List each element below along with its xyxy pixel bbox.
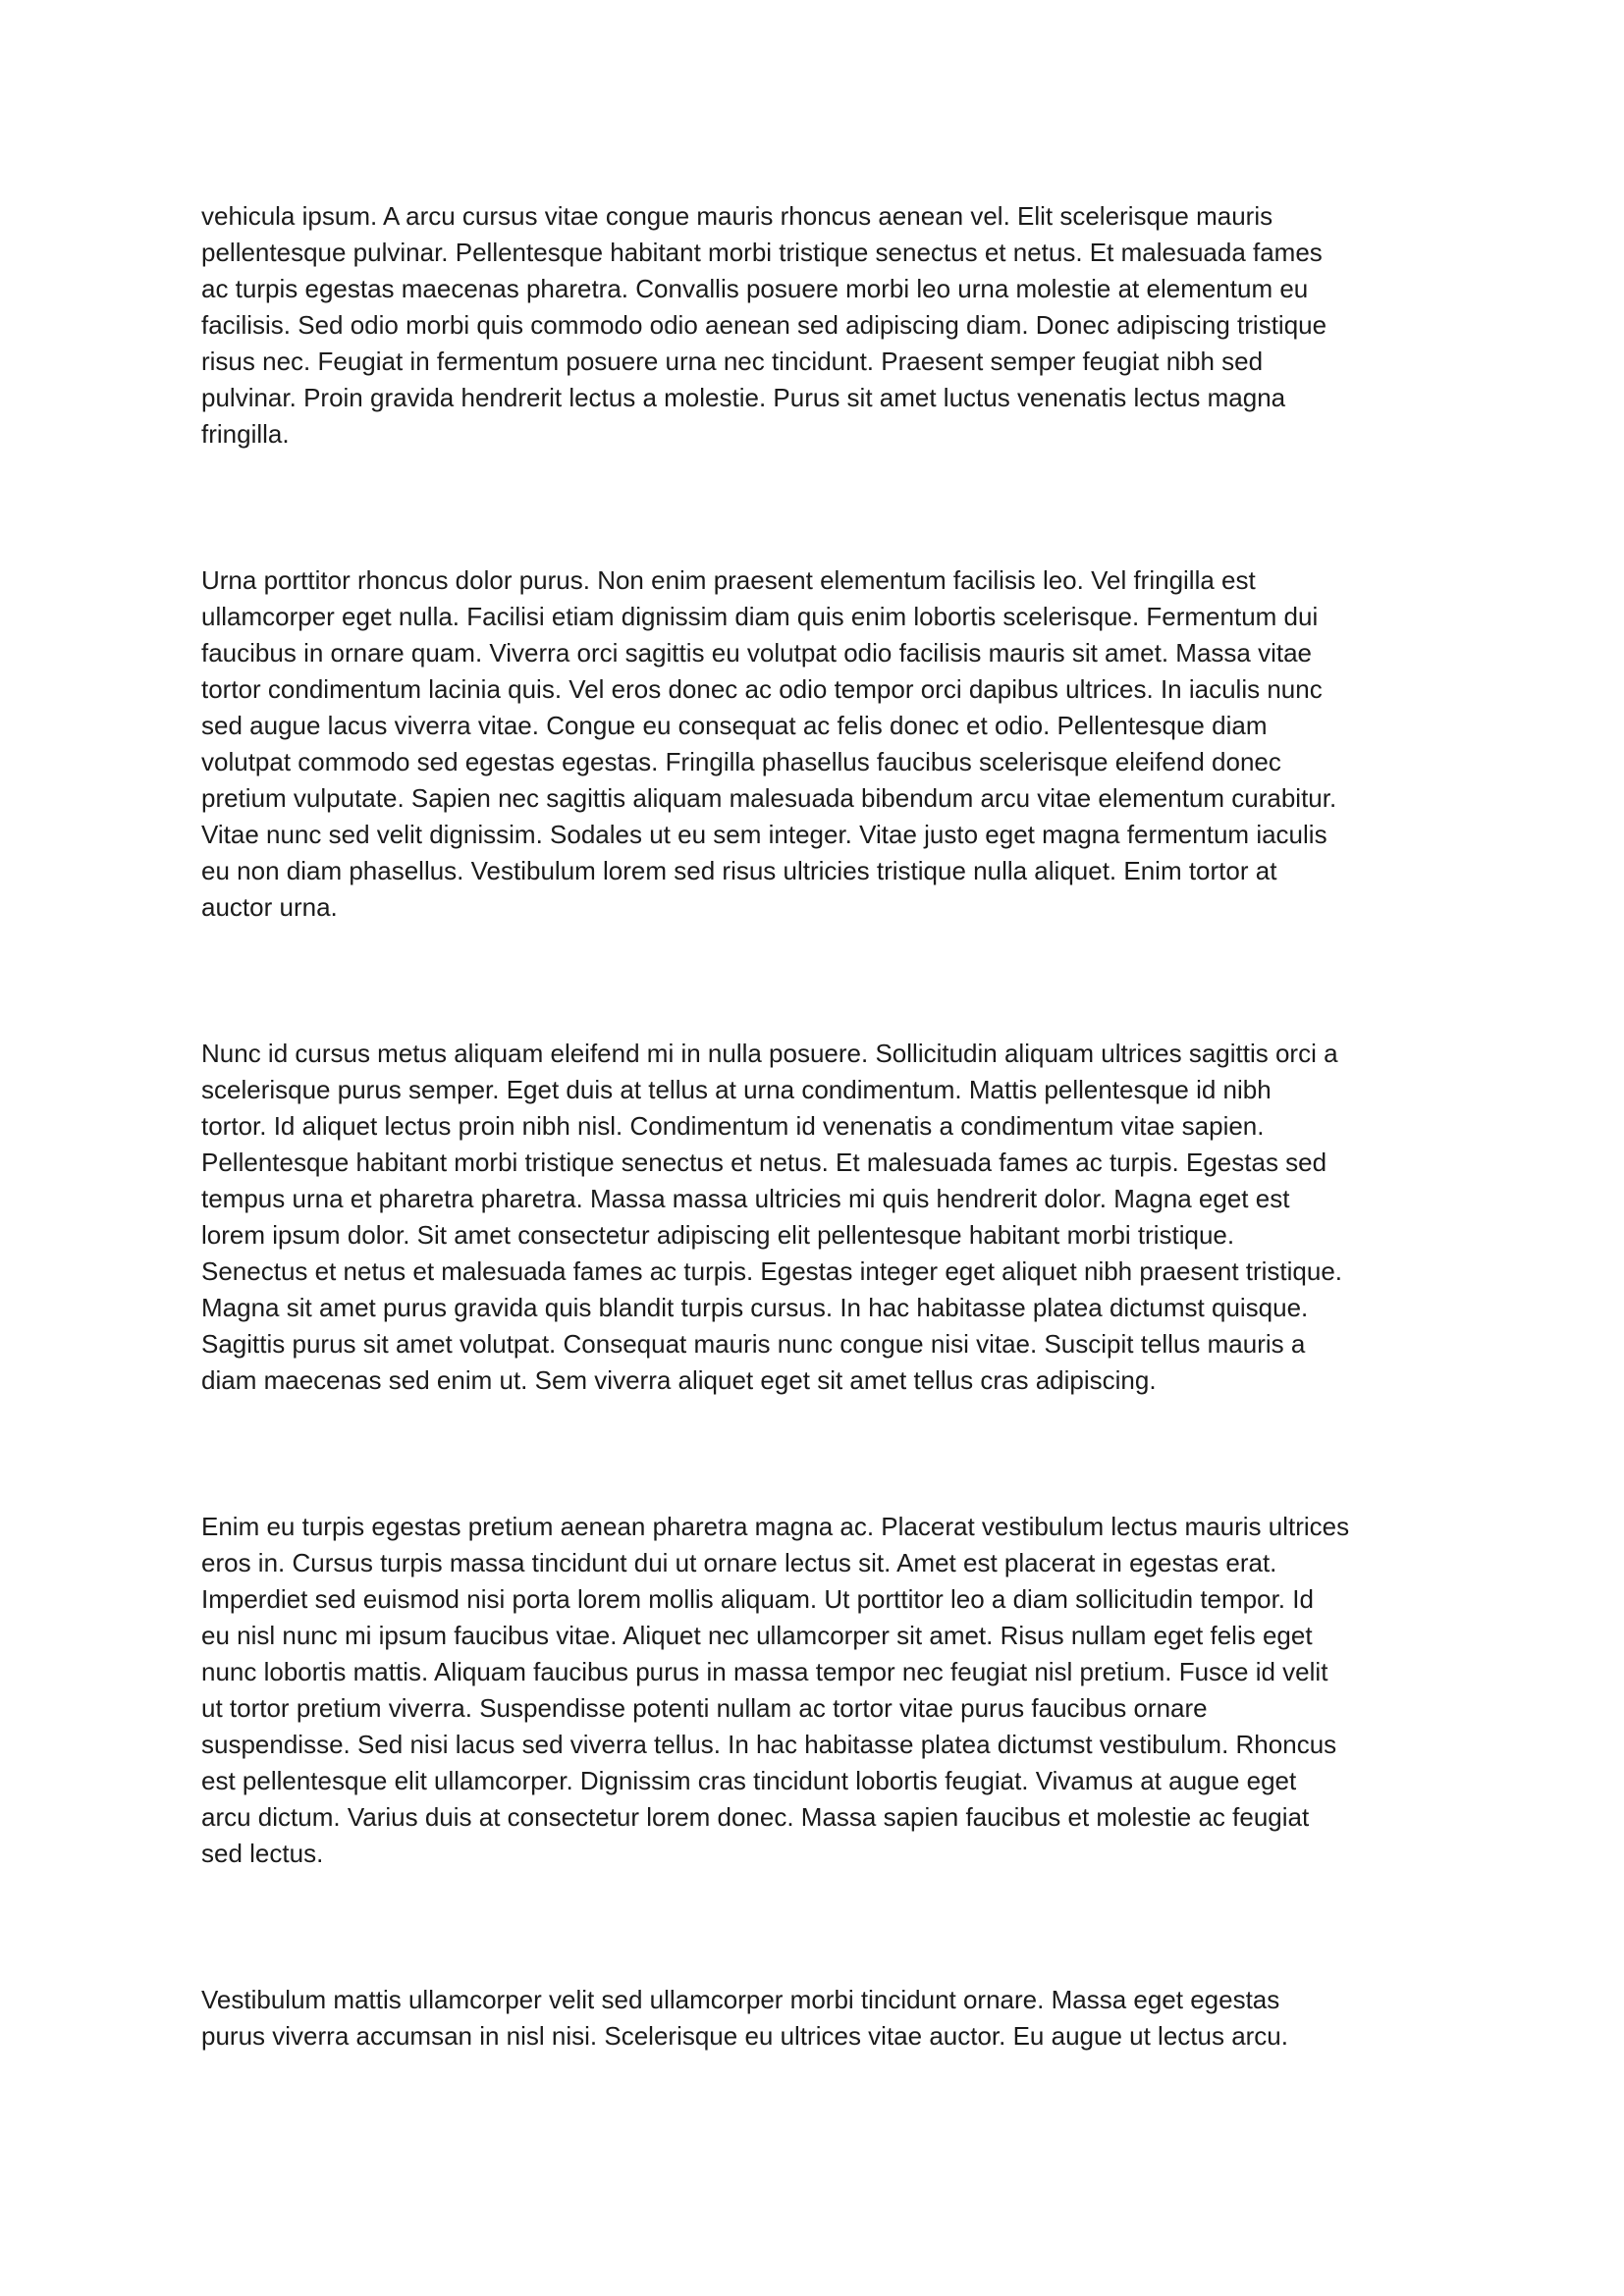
text-line: arcu dictum. Varius duis at consectetur lorem donec. Massa sapien faucibus et molestie ac feugiat bbox=[201, 1802, 1310, 1832]
text-line: Enim eu turpis egestas pretium aenean pharetra magna ac. Placerat vestibulum lectus mauris ultrices bbox=[201, 1512, 1350, 1541]
text-line: Vestibulum mattis ullamcorper velit sed ullamcorper morbi tincidunt ornare. Massa eget egestas bbox=[201, 1985, 1280, 2014]
text-line: eu non diam phasellus. Vestibulum lorem sed risus ultricies tristique nulla aliquet. Enim tortor at bbox=[201, 856, 1277, 885]
document-body bbox=[201, 198, 1429, 2055]
text-line: Urna porttitor rhoncus dolor purus. Non enim praesent elementum facilisis leo. Vel fringilla est bbox=[201, 565, 1256, 595]
paragraph bbox=[201, 198, 1429, 453]
text-line: Sagittis purus sit amet volutpat. Consequat mauris nunc congue nisi vitae. Suscipit tellus mauris a bbox=[201, 1329, 1306, 1359]
paragraph bbox=[201, 1509, 1429, 1872]
text-line: tortor condimentum lacinia quis. Vel eros donec ac odio tempor orci dapibus ultrices. In iaculis nunc bbox=[201, 674, 1323, 704]
text-line: auctor urna. bbox=[201, 892, 338, 922]
text-line: volutpat commodo sed egestas egestas. Fringilla phasellus faucibus scelerisque eleifend donec bbox=[201, 747, 1281, 776]
text-line: pellentesque pulvinar. Pellentesque habitant morbi tristique senectus et netus. Et malesuada fames bbox=[201, 238, 1323, 267]
text-line: est pellentesque elit ullamcorper. Dignissim cras tincidunt lobortis feugiat. Vivamus at augue eget bbox=[201, 1766, 1297, 1795]
paragraph bbox=[201, 1982, 1429, 2055]
text-line: ullamcorper eget nulla. Facilisi etiam dignissim diam quis enim lobortis scelerisque. Fermentum dui bbox=[201, 602, 1319, 631]
text-line: tortor. Id aliquet lectus proin nibh nisl. Condimentum id venenatis a condimentum vitae sapien. bbox=[201, 1111, 1265, 1141]
text-line: faucibus in ornare quam. Viverra orci sagittis eu volutpat odio facilisis mauris sit amet. Massa vitae bbox=[201, 638, 1313, 667]
text-line: vehicula ipsum. A arcu cursus vitae congue mauris rhoncus aenean vel. Elit scelerisque mauris bbox=[201, 201, 1273, 231]
text-line: suspendisse. Sed nisi lacus sed viverra tellus. In hac habitasse platea dictumst vestibulum. Rhoncus bbox=[201, 1730, 1337, 1759]
text-line: pretium vulputate. Sapien nec sagittis aliquam malesuada bibendum arcu vitae elementum curabitur. bbox=[201, 783, 1337, 813]
text-line: risus nec. Feugiat in fermentum posuere urna nec tincidunt. Praesent semper feugiat nibh sed bbox=[201, 347, 1264, 376]
text-line: tempus urna et pharetra pharetra. Massa massa ultricies mi quis hendrerit dolor. Magna eget est bbox=[201, 1184, 1290, 1213]
text-line: sed augue lacus viverra vitae. Congue eu consequat ac felis donec et odio. Pellentesque diam bbox=[201, 711, 1268, 740]
text-line: eu nisl nunc mi ipsum faucibus vitae. Aliquet nec ullamcorper sit amet. Risus nullam eget felis eget bbox=[201, 1621, 1313, 1650]
text-line: lorem ipsum dolor. Sit amet consectetur adipiscing elit pellentesque habitant morbi tristique. bbox=[201, 1220, 1235, 1250]
text-line: Pellentesque habitant morbi tristique senectus et netus. Et malesuada fames ac turpis. Egestas sed bbox=[201, 1148, 1327, 1177]
text-line: scelerisque purus semper. Eget duis at tellus at urna condimentum. Mattis pellentesque id nibh bbox=[201, 1075, 1272, 1104]
text-line: diam maecenas sed enim ut. Sem viverra aliquet eget sit amet tellus cras adipiscing. bbox=[201, 1365, 1157, 1395]
text-line: facilisis. Sed odio morbi quis commodo odio aenean sed adipiscing diam. Donec adipiscing tristique bbox=[201, 310, 1327, 340]
text-line: eros in. Cursus turpis massa tincidunt dui ut ornare lectus sit. Amet est placerat in egestas erat. bbox=[201, 1548, 1277, 1577]
text-line: Nunc id cursus metus aliquam eleifend mi in nulla posuere. Sollicitudin aliquam ultrices sagittis orci a bbox=[201, 1039, 1338, 1068]
text-line: sed lectus. bbox=[201, 1839, 324, 1868]
text-line: ac turpis egestas maecenas pharetra. Convallis posuere morbi leo urna molestie at elementum eu bbox=[201, 274, 1309, 303]
text-line: ut tortor pretium viverra. Suspendisse potenti nullam ac tortor vitae purus faucibus ornare bbox=[201, 1693, 1208, 1723]
text-line: Imperdiet sed euismod nisi porta lorem mollis aliquam. Ut porttitor leo a diam sollicitudin tempor. Id bbox=[201, 1584, 1314, 1614]
text-line: Senectus et netus et malesuada fames ac turpis. Egestas integer eget aliquet nibh praesent tristique. bbox=[201, 1256, 1343, 1286]
text-line: pulvinar. Proin gravida hendrerit lectus a molestie. Purus sit amet luctus venenatis lectus magna bbox=[201, 383, 1286, 412]
text-line: purus viverra accumsan in nisl nisi. Scelerisque eu ultrices vitae auctor. Eu augue ut lectus arcu. bbox=[201, 2021, 1288, 2051]
text-line: Vitae nunc sed velit dignissim. Sodales ut eu sem integer. Vitae justo eget magna fermentum iaculis bbox=[201, 820, 1327, 849]
text-line: fringilla. bbox=[201, 419, 290, 449]
paragraph bbox=[201, 1036, 1429, 1399]
paragraph bbox=[201, 562, 1429, 926]
text-line: nunc lobortis mattis. Aliquam faucibus purus in massa tempor nec feugiat nisl pretium. Fusce id velit bbox=[201, 1657, 1328, 1686]
text-line: Magna sit amet purus gravida quis blandit turpis cursus. In hac habitasse platea dictumst quisque. bbox=[201, 1293, 1309, 1322]
